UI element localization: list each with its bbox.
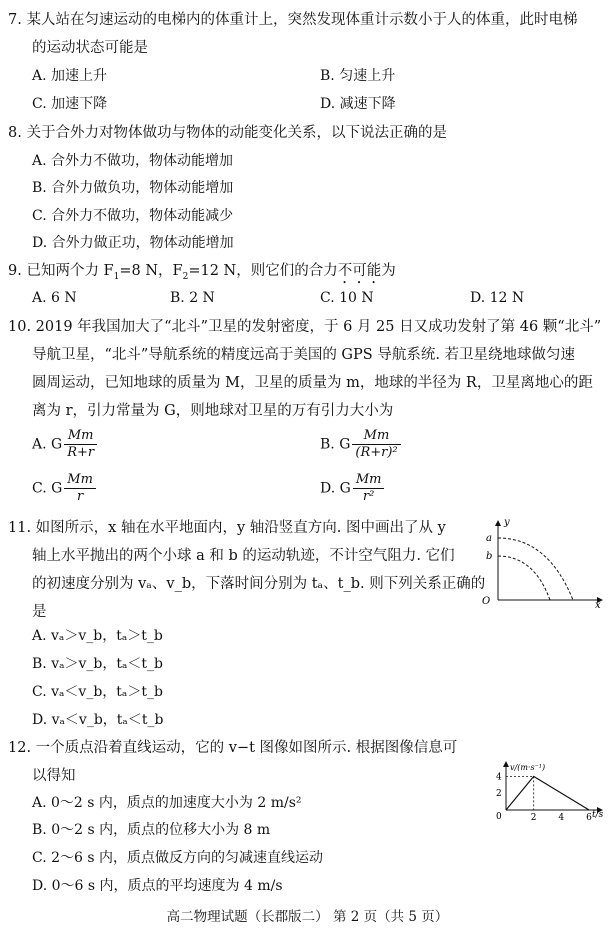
q12-vt-chart (488, 758, 608, 830)
q12-stem-line2: 以得知 (32, 768, 76, 784)
q9-stem-mid: =8 N，F (119, 263, 183, 279)
q12-velocity-line (506, 776, 589, 810)
q10-stem-line2: 导航卫星，“北斗”导航系统的精度远高于美国的 GPS 导航系统. 若卫星绕地球做匀速 (32, 347, 576, 363)
q12-v-axis-label: v/(m·s⁻¹) (510, 763, 546, 772)
q9-stem-mid2: =12 N，则它们的合力 (188, 263, 338, 279)
q10-option-b (320, 428, 401, 461)
q10-option-a-denominator: R+r (67, 445, 95, 460)
q11-option-d: D. vₐ＜v_b，tₐ＜t_b (32, 712, 164, 728)
q10-option-d-denominator: r² (362, 489, 375, 504)
q9-f1-sub: 1 (113, 271, 120, 282)
q11-x-label: x (595, 600, 601, 610)
q7-option-a: A. 加速上升 (32, 68, 108, 84)
q8-option-d: D. 合外力做正功，物体动能增加 (32, 235, 234, 251)
q10-stem-line1: 10. 2019 年我国加大了“北斗”卫星的发射密度，于 6 月 25 日又成功发射了第 46 颗“北斗” (8, 319, 602, 335)
q9-stem-prefix: 9. 已知两个力 F (8, 263, 114, 279)
q10-option-c-label: C. G (32, 480, 63, 497)
q11-option-a: A. vₐ＞v_b，tₐ＞t_b (32, 628, 163, 644)
q10-option-c (32, 472, 96, 505)
q8-option-a: A. 合外力不做功，物体动能增加 (32, 153, 234, 169)
q12-stem-line1: 12. 一个质点沿着直线运动，它的 v−t 图像如图所示. 根据图像信息可 (8, 740, 458, 756)
q10-option-c-numerator: Mm (64, 472, 96, 489)
q10-option-d-numerator: Mm (353, 472, 385, 489)
q10-option-a (32, 428, 97, 461)
q10-option-b-denominator: (R+r)² (355, 445, 398, 460)
q7-option-d: D. 减速下降 (320, 96, 396, 112)
q9-stem-suffix: 为 (381, 263, 396, 279)
q9-option-a: A. 6 N (32, 290, 77, 306)
q9-emphasis: 不可能 (337, 263, 382, 279)
q10-option-a-label: A. G (32, 436, 63, 453)
q12-option-d: D. 0～6 s 内，质点的平均速度为 4 m/s (32, 878, 283, 894)
q12-t-ticks (531, 813, 592, 823)
q9-f2-sub: 2 (182, 271, 189, 282)
q10-option-b-label: B. G (320, 436, 351, 453)
q10-stem-line3: 圆周运动，已知地球的质量为 M，卫星的质量为 m，地球的半径为 R，卫星离地心的距 (32, 375, 593, 391)
q10-option-d (320, 472, 384, 505)
q11-a-label: a (486, 533, 492, 544)
q11-y-label: y (504, 517, 510, 528)
q10-option-c-denominator: r (77, 489, 84, 504)
q7-option-b: B. 匀速上升 (320, 68, 396, 84)
q12-v-tick-4: 4 (496, 772, 502, 783)
q9-option-d: D. 12 N (470, 290, 525, 306)
q11-stem-line3: 的初速度分别为 vₐ、v_b，下落时间分别为 tₐ、t_b. 则下列关系正确的 (32, 576, 486, 592)
q12-option-a: A. 0～2 s 内，质点的加速度大小为 2 m/s² (32, 795, 302, 811)
q7-stem-line1: 7. 某人站在匀速运动的电梯内的体重计上，突然发现体重计示数小于人的体重，此时电梯 (8, 12, 578, 28)
q10-option-d-label: D. G (320, 480, 351, 497)
q11-stem-line4: 是 (32, 604, 47, 620)
q12-t-tick-4: 4 (558, 813, 565, 823)
q11-trajectory-a (498, 538, 573, 600)
q12-t-tick-2: 2 (530, 813, 537, 823)
q10-option-b-numerator: Mm (352, 428, 400, 445)
q12-v-tick-2: 2 (496, 789, 502, 800)
q7-stem-line2: 的运动状态可能是 (32, 40, 148, 56)
q8-option-c: C. 合外力不做功，物体动能减少 (32, 208, 234, 224)
q8-stem: 8. 关于合外力对物体做功与物体的动能变化关系，以下说法正确的是 (8, 125, 447, 141)
q11-trajectory-b (498, 556, 550, 600)
page-footer: 高二物理试题（长郡版二） 第 2 页（共 5 页） (166, 909, 449, 925)
q12-t-tick-6: 6 (586, 813, 592, 823)
q11-projectile-figure (478, 515, 608, 610)
q10-stem-line4: 离为 r，引力常量为 G，则地球对卫星的万有引力大小为 (32, 403, 394, 419)
q11-option-b: B. vₐ＞v_b，tₐ＜t_b (32, 656, 163, 672)
q9-option-b: B. 2 N (170, 290, 215, 306)
q12-origin-label: 0 (496, 812, 502, 822)
q11-option-c: C. vₐ＜v_b，tₐ＞t_b (32, 684, 163, 700)
q12-t-axis-label: t/s (592, 810, 604, 820)
q7-option-c: C. 加速下降 (32, 96, 108, 112)
q11-stem-line2: 轴上水平抛出的两个小球 a 和 b 的运动轨迹，不计空气阻力. 它们 (32, 548, 455, 564)
q12-option-b: B. 0～2 s 内，质点的位移大小为 8 m (32, 822, 271, 838)
q10-option-a-numerator: Mm (64, 428, 97, 445)
q12-option-c: C. 2～6 s 内，质点做反方向的匀减速直线运动 (32, 850, 324, 866)
q11-origin-label: O (482, 596, 491, 607)
q11-stem-line1: 11. 如图所示，x 轴在水平地面内，y 轴沿竖直方向. 图中画出了从 y (8, 520, 446, 536)
q9-stem (8, 261, 396, 287)
q11-b-label: b (486, 551, 493, 562)
q9-option-c: C. 10 N (320, 290, 374, 306)
q8-option-b: B. 合外力做负功，物体动能增加 (32, 180, 234, 196)
